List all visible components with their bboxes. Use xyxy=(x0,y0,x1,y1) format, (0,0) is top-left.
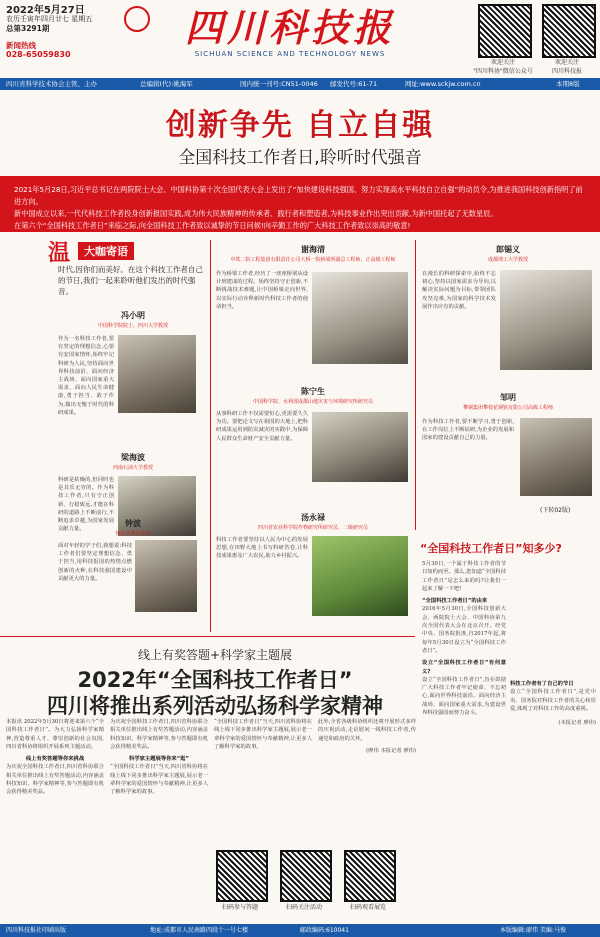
sidebar-feature xyxy=(420,540,596,556)
column-intro: 时代,因你们而美好。在这个科技工作者自己的节日,我们一起来聆听他们发出的时代强音。 xyxy=(58,265,203,296)
person-affiliation: 中国科学院院士、四川大学教授 xyxy=(97,323,168,329)
qr-code-icon[interactable] xyxy=(478,4,532,58)
story-column xyxy=(6,718,104,918)
qr-code-icon[interactable] xyxy=(280,850,332,902)
lead-headline: 创新争先 自立自强 xyxy=(165,108,435,143)
story-subhead: 线上有奖答题等你来挑战 xyxy=(25,756,85,763)
story-column xyxy=(110,718,208,918)
qr-code-icon[interactable] xyxy=(542,4,596,58)
person-name: 陈宁生 xyxy=(301,387,325,396)
banner-paragraph: 新中国成立以来,一代代科技工作者投身创新报国实践,成为伟大民族精神的传承者、践行者和塑造者,为科技事业作出突出贡献,为新中国托起了无数星辰。 xyxy=(14,209,498,218)
qr-code-icon[interactable] xyxy=(344,850,396,902)
person-name: 冯小明 xyxy=(121,311,145,320)
person-affiliation: 攀钢集团攀枝花钢钒有限公司高级工程师 xyxy=(462,405,553,411)
portrait-photo xyxy=(312,412,408,482)
story-kicker: 线上有奖答题+科学家主题展 xyxy=(137,648,293,662)
lead-subhead: 全国科技工作者日,聆听时代强音 xyxy=(178,148,422,168)
story-text: 为庆祝全国科技工作者日,四川省科协联合相关单位推出线上有奖答题活动,内容涵盖科技知识、科学家精神等,参与答题即有机会获得精美奖品。 xyxy=(110,719,208,750)
person-quote: 作为一名科技工作者,要有坚定的理想信念,心要有安国家情怀,始终牢记科研为人民,坚持面向世界科技前沿、面向经济主战场、面向国家重大需求、面向人民生命健康,勇于担当、敢于作为,做出无愧于时代的科研成果。 xyxy=(58,336,114,416)
person-quote: 面对年轻的学子们,我想说:科技工作者们要坚定理想信念、勇于担当,用科技报国的热情点燃创新的火种,在科技强国建设中贡献更大的力量。 xyxy=(58,543,132,582)
story-text: 本报讯 2022年5月30日将迎来第六个“全国科技工作者日”。为大力弘扬科学家精神,营造尊重人才、尊崇创新的社会氛围,四川省科协将组织开展系列主题活动。 xyxy=(6,719,104,750)
banner-paragraph: 2021年5月28日,习近平总书记在两院院士大会、中国科协第十次全国代表大会上发出了“加快建设科技强国、努力实现高水平科技自立自强”的动员令,为推进我国科技创新指明了前进方向。 xyxy=(14,185,583,206)
portrait-photo xyxy=(118,335,196,413)
story-column xyxy=(214,718,312,846)
footer-editor: 本版编辑:廖伟 美编:马俊 xyxy=(500,927,566,934)
footer-printer: 四川科技报社印刷出版 xyxy=(6,927,67,934)
person-affiliation: 核技术利用专家 xyxy=(115,531,151,537)
sponsor: 四川省科学技术协会主管、主办 xyxy=(6,80,97,88)
footer-zip: 邮政编码:610041 xyxy=(300,927,349,934)
sidebar-text: 设立“全国科技工作者日”,是党中央、国务院对科技工作者的关心和厚爱,体现了对科技工作的高度重视。 xyxy=(510,689,596,712)
person-name: 汤永禄 xyxy=(301,513,325,522)
page-count: 本期8版 xyxy=(556,80,580,88)
hotline-number: 028-65059830 xyxy=(6,50,71,59)
column-divider xyxy=(415,240,416,530)
person-affiliation: 中国科学院、水利部成都山地灾害与环境研究所研究员 xyxy=(252,399,373,405)
sidebar-text: 5月30日,一个属于科技工作者的节日如约而至。那么,您知道“全国科技工作者日”是怎么来的吗?让我们一起来了解一下吧! xyxy=(422,561,506,592)
story-text: “全国科技工作者日”当天,四川省科协将在线上线下同步推出科学家主题展,展示老一辈科学家的爱国情怀与奉献精神,让更多人了解科学家的故事。 xyxy=(110,764,208,796)
qr-caption: 欢迎关注 "四川科协"微信公众号 xyxy=(473,59,533,75)
sidebar-column xyxy=(510,560,596,922)
person-affiliation: 西南石油大学教授 xyxy=(112,465,153,471)
sidebar-signature: (本报记者 廖伟) xyxy=(558,720,596,727)
banner-paragraph: 在第六个“全国科技工作者日”来临之际,向全国科技工作者致以诚挚的节日问候!向辛勤工作的广大科技工作者致以崇高的敬意! xyxy=(14,221,411,230)
continued-note: (下转02版) xyxy=(540,507,571,514)
lunar-date: 农历壬寅年四月廿七 星期五 xyxy=(6,15,93,23)
issue-date: 2022年5月27日 xyxy=(6,5,85,16)
story-headline: 2022年“全国科技工作者日” xyxy=(77,668,353,692)
portrait-photo xyxy=(312,272,408,364)
person-affiliation: 四川省农业科学院作物研究所研究员、二级研究员 xyxy=(257,525,368,531)
story-signature: (廖伟 本报记者 廖伟) xyxy=(366,747,416,754)
story-text: 为庆祝全国科技工作者日,四川省科协联合相关单位推出线上有奖答题活动,内容涵盖科技知识、科学家精神等,参与答题即有机会获得精美奖品。 xyxy=(6,764,104,796)
column-tag xyxy=(48,240,160,266)
story-headline: 四川将推出系列活动弘扬科学家精神 xyxy=(47,694,383,718)
qr-code-icon[interactable] xyxy=(216,850,268,902)
qr-caption: 欢迎关注 四川科技报 xyxy=(551,59,582,75)
person-quote: 从事科研工作不仅需要恒心,更需要久久为功。要把论文写在祖国的大地上,把科研成果运用到防灾减灾的实践中,为保障人民群众生命财产安全贡献力量。 xyxy=(216,411,308,442)
person-name: 邹明 xyxy=(500,393,516,402)
portrait-photo xyxy=(135,540,197,612)
sidebar-text: 2016年5月30日,全国科技创新大会、两院院士大会、中国科协第九次全国代表大会在北京召开。经党中央、国务院批准,自2017年起,将每年5月30日设立为“全国科技工作者日”。 xyxy=(422,606,506,654)
sidebar-column xyxy=(422,560,506,922)
sidebar-text: 设立“全国科技工作者日”,旨在鼓励广大科技工作者牢记使命、不忘初心,面向世界科技前沿、面向经济主战场、面向国家重大需求,为建设世界科技强国而努力奋斗。 xyxy=(422,676,506,717)
story-column xyxy=(318,718,416,846)
column-divider xyxy=(210,240,211,632)
person-quote: 作为桥梁工作者,经历了一座座桥梁从设计到建成的过程。始终坚持守正创新,不断挑战技术难题,让中国桥梁走向世界,以实际行动诠释新时代科技工作者的使命担当。 xyxy=(216,271,308,310)
section-divider xyxy=(0,636,415,637)
person-quote: 作为科技工作者,要不断学习,勇于创新,在工作岗位上不断钻研,为企业的发展和国家的建设贡献自己的力量。 xyxy=(422,419,514,442)
qr-caption: 扫码关注活动 xyxy=(285,904,322,911)
story-text: “全国科技工作者日”当天,四川省科协将在线上线下同步推出科学家主题展,展示老一辈科学家的爱国情怀与奉献精神,让更多人了解科学家的故事。 xyxy=(214,719,312,750)
person-name: 郎锡义 xyxy=(496,245,520,254)
masthead-logo xyxy=(140,6,440,58)
column-mark: 温 xyxy=(48,241,71,266)
story-subhead: 科学家主题展等你来“逛” xyxy=(129,756,189,763)
cn-number: 国内统一刊号:CN51-0046 xyxy=(240,80,318,88)
qr-caption: 扫码观看展览 xyxy=(349,904,386,911)
lead-banner xyxy=(0,176,600,232)
masthead-info xyxy=(6,6,124,59)
info-bar xyxy=(0,78,600,90)
post-code: 邮发代号:61-71 xyxy=(330,80,378,88)
person-name: 钟波 xyxy=(125,519,141,528)
column-label: 大咖寄语 xyxy=(78,242,134,260)
portrait-photo xyxy=(312,536,408,616)
issue-number: 总第3291期 xyxy=(6,24,50,33)
hotline-label: 新闻热线 xyxy=(6,41,36,50)
masthead-english: SICHUAN SCIENCE AND TECHNOLOGY NEWS xyxy=(194,50,386,58)
footer-bar xyxy=(0,924,600,937)
sidebar-subhead: 设立“全国科技工作者日”有何意义? xyxy=(422,660,506,675)
person-affiliation: 中铁二院工程集团有限责任公司大桥一院桥梁所副总工程师、正高级工程师 xyxy=(230,257,396,263)
chief-editor: 总编辑(代):姚海军 xyxy=(140,80,193,88)
masthead-title: 四川科技报 xyxy=(184,6,395,50)
sidebar-title: “全国科技工作者日”知多少? xyxy=(420,542,562,555)
person-affiliation: 成都理工大学教授 xyxy=(487,257,528,263)
qr-caption: 扫码参与答题 xyxy=(221,904,258,911)
person-name: 谢海清 xyxy=(301,245,325,254)
person-quote: 科技工作者要坚持以人民为中心的发展思想,在田野大地上书写科研答卷,让科技成果惠及广大农民,助力乡村振兴。 xyxy=(216,537,308,560)
portrait-photo xyxy=(520,418,592,496)
person-quote: 科研是枯燥的,但同时也是其乐无穷的。作为科技工作者,只有守正创新、行稳致远,才能在科研的道路上不断前行,不断追求卓越,为国家发展贡献力量。 xyxy=(58,477,114,533)
portrait-photo xyxy=(500,270,592,370)
story-text: 此外,全省各级科协组织还将开展形式多样的庆祝活动,走访慰问一线科技工作者,传递党和政府的关怀。 xyxy=(318,719,416,742)
footer-address: 地址:成都市人民南路四段十一号七楼 xyxy=(150,927,249,934)
person-name: 梁海波 xyxy=(121,453,145,462)
website[interactable]: 网址:www.sckjw.com.cn xyxy=(405,80,481,88)
sidebar-subhead: “全国科技工作者日”的由来 xyxy=(422,598,488,605)
sidebar-subhead: 科技工作者有了自己的节日 xyxy=(510,681,574,687)
person-quote: 在漫长的科研探索中,始终不忘初心,坚持以国家需求为导向,以解决实际问题为目标,带领团队攻坚克难,为国家的科学技术发展作出应有的贡献。 xyxy=(422,271,496,310)
